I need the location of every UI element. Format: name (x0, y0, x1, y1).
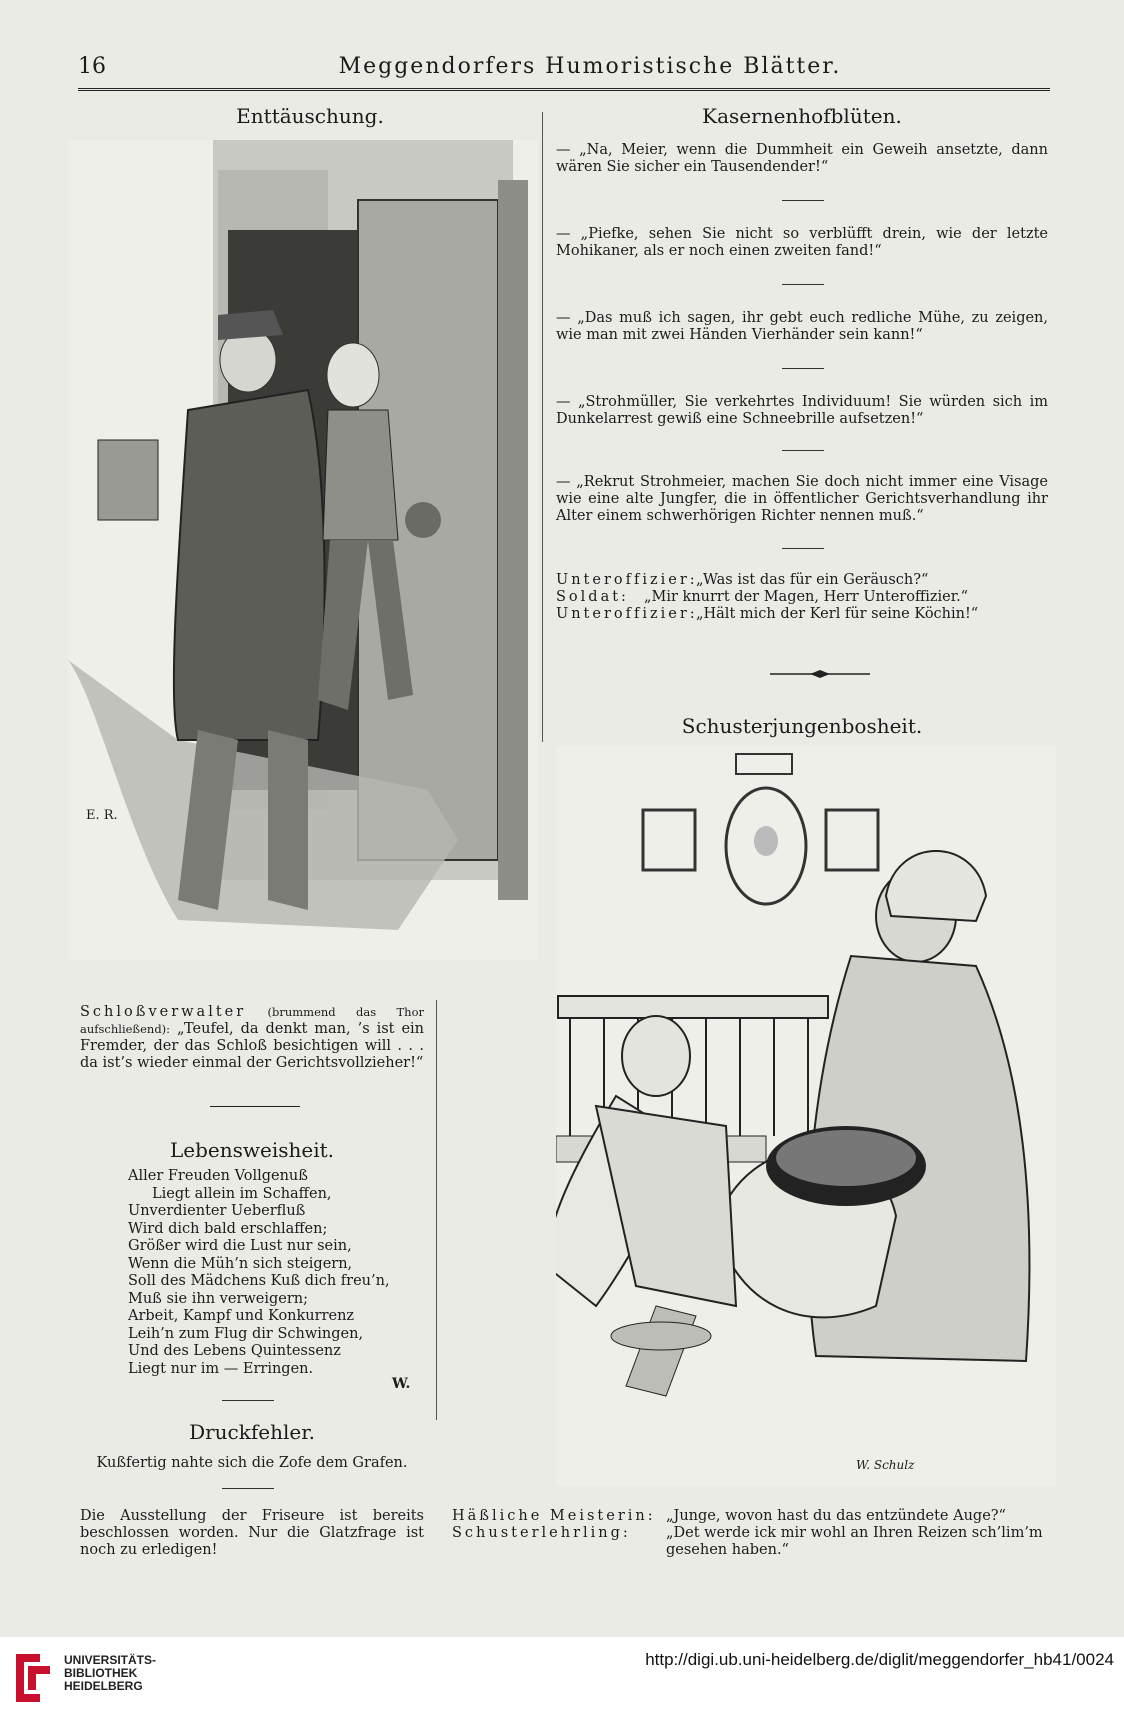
poem-line: Wird dich bald erschlaffen; (128, 1220, 328, 1237)
section-rule (222, 1400, 274, 1401)
poem-author: W. (392, 1376, 411, 1392)
dialog-row: Soldat: „Mir knurrt der Magen, Herr Unteroffizier.“ (556, 589, 969, 605)
poem-title: Lebensweisheit. (169, 1138, 335, 1162)
kasernen-item: — „Piefke, sehen Sie nicht so verblüfft drein, wie der letzte Mohikaner, als er noch einen zweiten fand!“ (556, 226, 1048, 259)
dialog-row: Unteroffizier:„Hält mich der Kerl für seine Köchin!“ (556, 606, 979, 622)
illustration-signature: W. Schulz (856, 1458, 915, 1472)
schuster-title: Schusterjungenbosheit. (681, 714, 923, 738)
item-rule (782, 200, 824, 201)
ornament-divider (210, 1106, 300, 1107)
illustration-title-enttaeuschung: Enttäuschung. (236, 104, 384, 128)
druckfehler-text: Kußfertig nahte sich die Zofe dem Grafen. (96, 1455, 408, 1471)
poem-line: Und des Lebens Quintessenz (128, 1343, 341, 1359)
dialog-row: Unteroffizier:„Was ist das für ein Geräusch?“ (556, 572, 929, 588)
poem-line: Leih’n zum Flug dir Schwingen, (128, 1325, 364, 1342)
library-logo-text: UNIVERSITÄTS- BIBLIOTHEK HEIDELBERG (64, 1653, 157, 1693)
caption-speaker: Schloßverwalter (80, 1004, 247, 1020)
poem-line: Liegt allein im Schaffen, (152, 1185, 332, 1202)
illustration-schuster (556, 746, 1056, 1486)
illustration-enttaeuschung (68, 140, 538, 960)
page-number: 16 (78, 54, 106, 79)
kasernen-item: — „Rekrut Strohmeier, machen Sie doch nicht immer eine Visage wie eine alte Jungfer, die in öffentlicher Gerichtsverhandlung ihr Alter einem schwerhörigen Richter nennen muß.“ (556, 474, 1048, 524)
caption-enttaeuschung (80, 1004, 424, 1072)
running-title: Meggendorfers Humoristische Blätter. (338, 54, 842, 79)
poem-line: Muß sie ihn verweigern; (128, 1290, 309, 1307)
kasernen-item: — „Na, Meier, wenn die Dummheit ein Geweih ansetzte, dann wären Sie sicher ein Tausendender!“ (556, 142, 1048, 175)
dialog-row: Häßliche Meisterin: „Junge, wovon hast du das entzündete Auge?“ (452, 1508, 1006, 1524)
poem-body (128, 1168, 428, 1378)
druckfehler-title: Druckfehler. (189, 1420, 315, 1444)
schuster-dialog (452, 1508, 1052, 1559)
kasernen-dialog (556, 572, 1048, 623)
source-url-link[interactable]: http://digi.ub.uni-heidelberg.de/diglit/meggendorfer_hb41/0024 (645, 1650, 1114, 1669)
poem-line: Soll des Mädchens Kuß dich freu’n, (128, 1273, 390, 1289)
item-rule (782, 450, 824, 451)
castle-door-drawing (68, 140, 538, 960)
poem-line: Aller Freuden Vollgenuß (128, 1168, 308, 1184)
section-rule (222, 1488, 274, 1489)
poem-line: Liegt nur im — Erringen. (128, 1360, 314, 1377)
bottom-note: Die Ausstellung der Friseure ist bereits beschlossen worden. Nur die Glatzfrage ist noch zu erledigen! (80, 1508, 424, 1558)
kasernen-item: — „Strohmüller, Sie verkehrtes Individuum! Sie würden sich im Dunkelarrest gewiß eine Schneebrille aufsetzen!“ (556, 394, 1048, 427)
item-rule (782, 284, 824, 285)
item-rule (782, 548, 824, 549)
poem-line: Wenn die Müh’n sich steigern, (128, 1255, 353, 1272)
column-divider-bottom (436, 1000, 437, 1420)
poem-line: Arbeit, Kampf und Konkurrenz (128, 1308, 355, 1324)
kasernen-item: — „Das muß ich sagen, ihr gebt euch redliche Mühe, zu zeigen, wie man mit zwei Händen Vierhänder sein kann!“ (556, 310, 1048, 343)
poem-line: Unverdienter Ueberfluß (128, 1203, 306, 1219)
cobbler-workshop-drawing (556, 746, 1056, 1486)
kasernen-title: Kasernenhofblüten. (702, 104, 902, 128)
column-divider-top (542, 112, 543, 742)
item-rule (782, 368, 824, 369)
library-logo-icon (10, 1650, 56, 1706)
caption-stage-direction: (brummend das Thor aufschließend): (80, 1005, 424, 1036)
ornament-divider (770, 664, 870, 674)
poem-line: Größer wird die Lust nur sein, (128, 1238, 352, 1254)
illustration-signature: E. R. (86, 808, 118, 823)
caption-text: „Teufel, da denkt man, ’s ist ein Fremder, der das Schloß besichtigen will . . . da ist’s wieder einmal der Gerichtsvollzieher!“ (80, 1021, 425, 1071)
header-rule (78, 88, 1050, 91)
dialog-row: Schusterlehrling: „Det werde ick mir wohl an Ihren Reizen sch’lim’m gesehen haben.“ (452, 1525, 1043, 1558)
